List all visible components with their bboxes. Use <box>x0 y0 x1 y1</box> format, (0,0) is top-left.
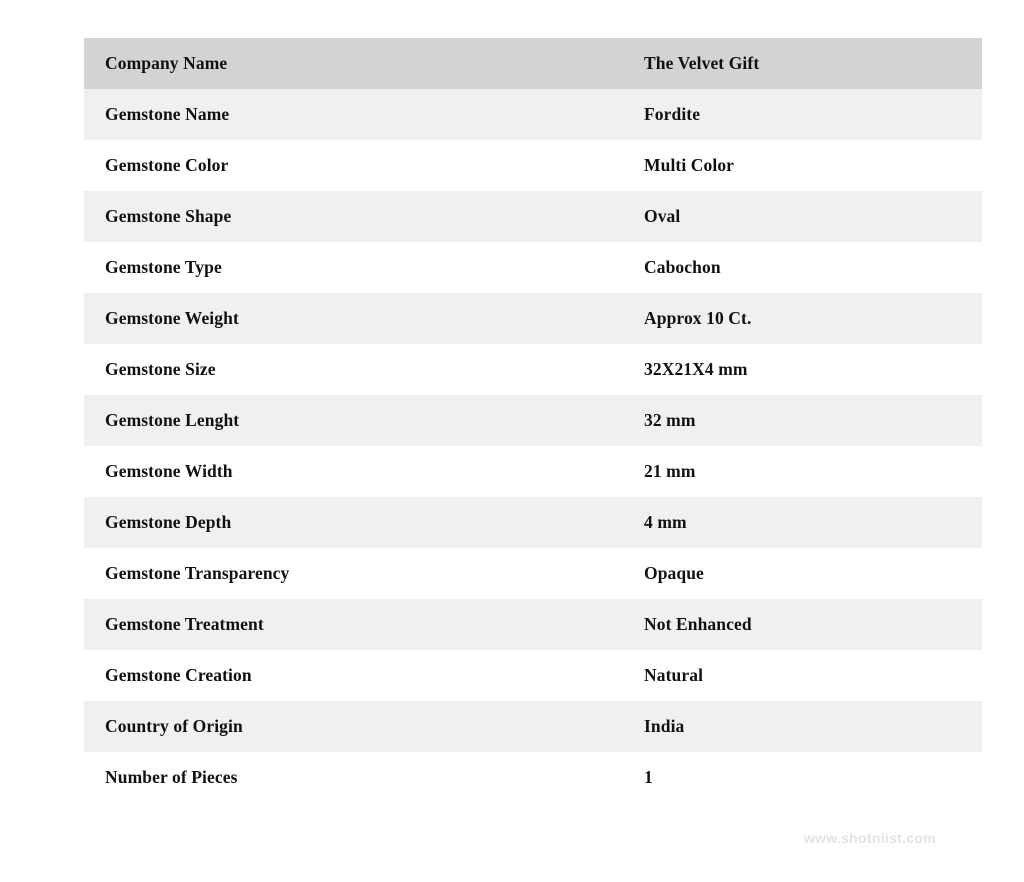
row-value: 21 mm <box>623 446 982 497</box>
row-label: Gemstone Shape <box>84 191 623 242</box>
row-value: Multi Color <box>623 140 982 191</box>
row-label: Gemstone Lenght <box>84 395 623 446</box>
watermark: www.shotnlist.com <box>803 830 936 846</box>
table-row <box>84 599 982 650</box>
row-value: 32X21X4 mm <box>623 344 982 395</box>
row-value: 1 <box>623 752 982 803</box>
row-label: Gemstone Depth <box>84 497 623 548</box>
row-label: Gemstone Color <box>84 140 623 191</box>
table-row <box>84 38 982 89</box>
row-value: The Velvet Gift <box>623 38 982 89</box>
row-value: Opaque <box>623 548 982 599</box>
row-value: Natural <box>623 650 982 701</box>
row-label: Gemstone Size <box>84 344 623 395</box>
row-value: Approx 10 Ct. <box>623 293 982 344</box>
row-label: Gemstone Treatment <box>84 599 623 650</box>
table-row <box>84 191 982 242</box>
row-label: Gemstone Width <box>84 446 623 497</box>
row-label: Gemstone Name <box>84 89 623 140</box>
row-value: Oval <box>623 191 982 242</box>
table-row <box>84 701 982 752</box>
row-label: Gemstone Weight <box>84 293 623 344</box>
row-value: India <box>623 701 982 752</box>
table-row <box>84 446 982 497</box>
table-row <box>84 344 982 395</box>
table-row <box>84 242 982 293</box>
row-value: Fordite <box>623 89 982 140</box>
table-body <box>84 38 982 803</box>
row-label: Gemstone Transparency <box>84 548 623 599</box>
row-value: 32 mm <box>623 395 982 446</box>
table-row <box>84 89 982 140</box>
table-row <box>84 395 982 446</box>
table-row <box>84 548 982 599</box>
row-label: Gemstone Creation <box>84 650 623 701</box>
table-row <box>84 293 982 344</box>
row-label: Number of Pieces <box>84 752 623 803</box>
table-row <box>84 752 982 803</box>
row-value: 4 mm <box>623 497 982 548</box>
row-label: Company Name <box>84 38 623 89</box>
row-label: Country of Origin <box>84 701 623 752</box>
table-row <box>84 497 982 548</box>
table-row <box>84 140 982 191</box>
row-value: Cabochon <box>623 242 982 293</box>
row-value: Not Enhanced <box>623 599 982 650</box>
gemstone-specification-table <box>84 38 982 803</box>
table-row <box>84 650 982 701</box>
row-label: Gemstone Type <box>84 242 623 293</box>
